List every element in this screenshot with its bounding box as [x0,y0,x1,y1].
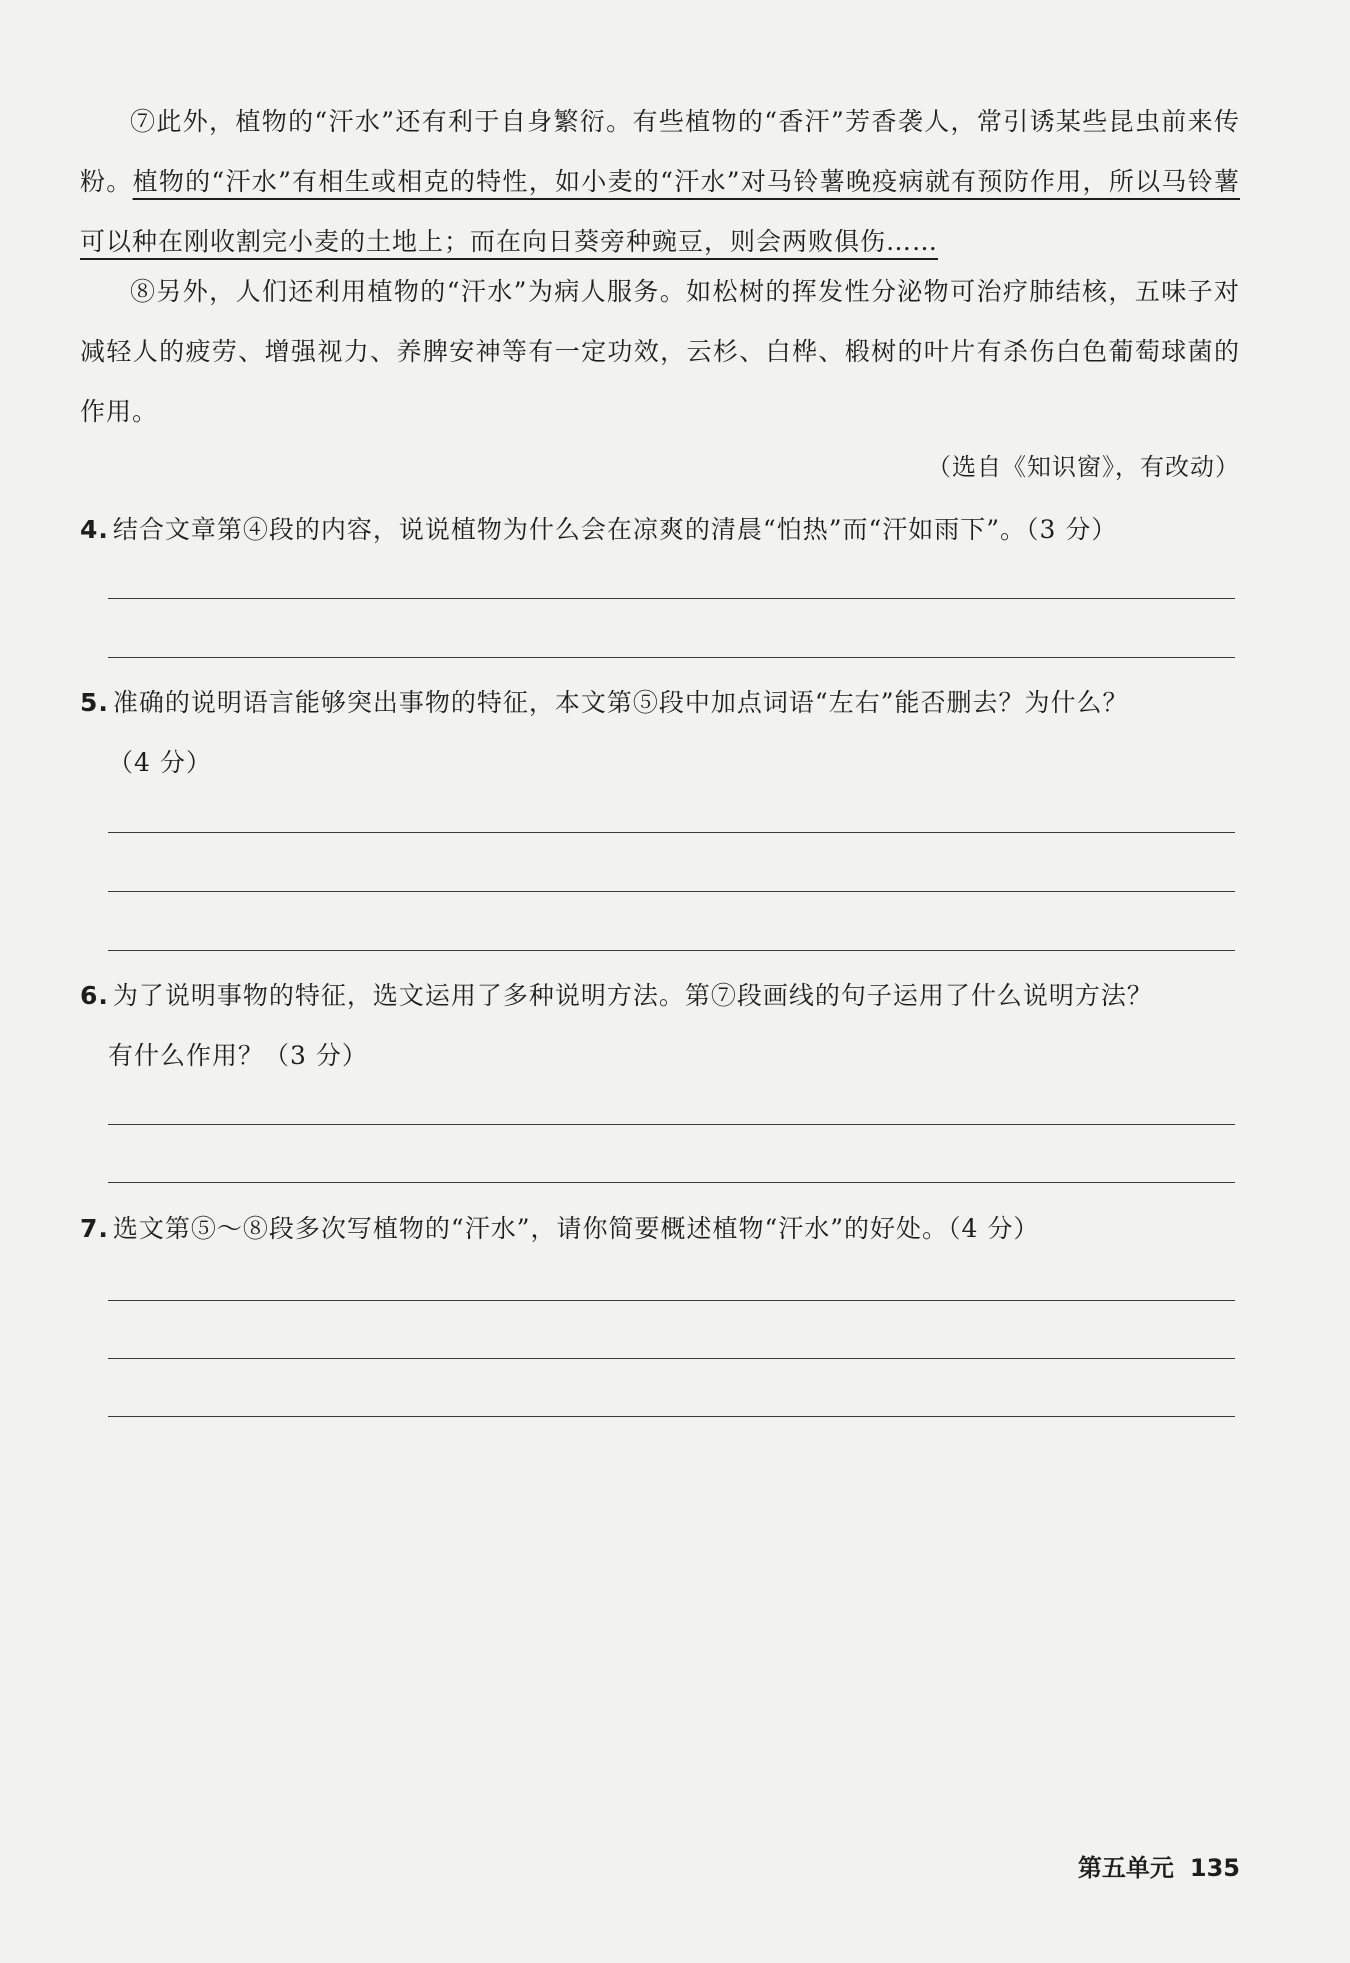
question-4 [80,500,1240,560]
answer-line[interactable] [108,598,1235,599]
page-footer [1078,1848,1240,1883]
answer-line[interactable] [108,1300,1235,1301]
question-text-continued: 有什么作用？（3 分） [108,1041,368,1070]
answer-line[interactable] [108,1182,1235,1183]
paragraph-7-intro: ⑦此外，植物的“汗水”还有利于自身繁衍。有些植物的“香汗”芳香袭人，常引诱某些昆虫前来传粉。 [80,107,1240,196]
unit-label: 第五单元 [1077,1854,1174,1882]
question-5 [80,673,1240,793]
answer-line[interactable] [108,1358,1235,1359]
source-citation: （选自《知识窗》，有改动） [927,453,1240,481]
answer-line[interactable] [108,832,1235,833]
answer-line[interactable] [108,1124,1235,1125]
answer-line[interactable] [108,950,1235,951]
question-number: 4. [80,515,109,544]
question-text: 结合文章第④段的内容，说说植物为什么会在凉爽的清晨“怕热”而“汗如雨下”。（3 分） [112,515,1118,544]
paragraph-8: ⑧另外，人们还利用植物的“汗水”为病人服务。如松树的挥发性分泌物可治疗肺结核，五味子对减轻人的疲劳、增强视力、养脾安神等有一定功效，云杉、白桦、椴树的叶片有杀伤白色葡萄球菌的作用。 [80,277,1240,426]
paragraph-7-underlined-sentence: 植物的“汗水”有相生或相克的特性，如小麦的“汗水”对马铃薯晚疫病就有预防作用，所以马铃薯可以种在刚收割完小麦的土地上；而在向日葵旁种豌豆，则会两败俱伤…… [80,167,1240,256]
question-text-continued: （4 分） [108,748,212,777]
question-text: 准确的说明语言能够突出事物的特征，本文第⑤段中加点词语“左右”能否删去？为什么？ [112,688,1129,717]
question-text: 选文第⑤～⑧段多次写植物的“汗水”，请你简要概述植物“汗水”的好处。（4 分） [112,1214,1040,1243]
question-7 [80,1199,1240,1259]
question-text: 为了说明事物的特征，选文运用了多种说明方法。第⑦段画线的句子运用了什么说明方法？ [112,981,1153,1010]
answer-line[interactable] [108,891,1235,892]
question-number: 6. [80,981,109,1010]
paragraph-7 [80,92,1240,272]
question-number: 5. [80,688,109,717]
answer-line[interactable] [108,1416,1235,1417]
page-number: 135 [1189,1854,1240,1882]
question-6 [80,966,1240,1086]
question-number: 7. [80,1214,109,1243]
answer-line[interactable] [108,657,1235,658]
